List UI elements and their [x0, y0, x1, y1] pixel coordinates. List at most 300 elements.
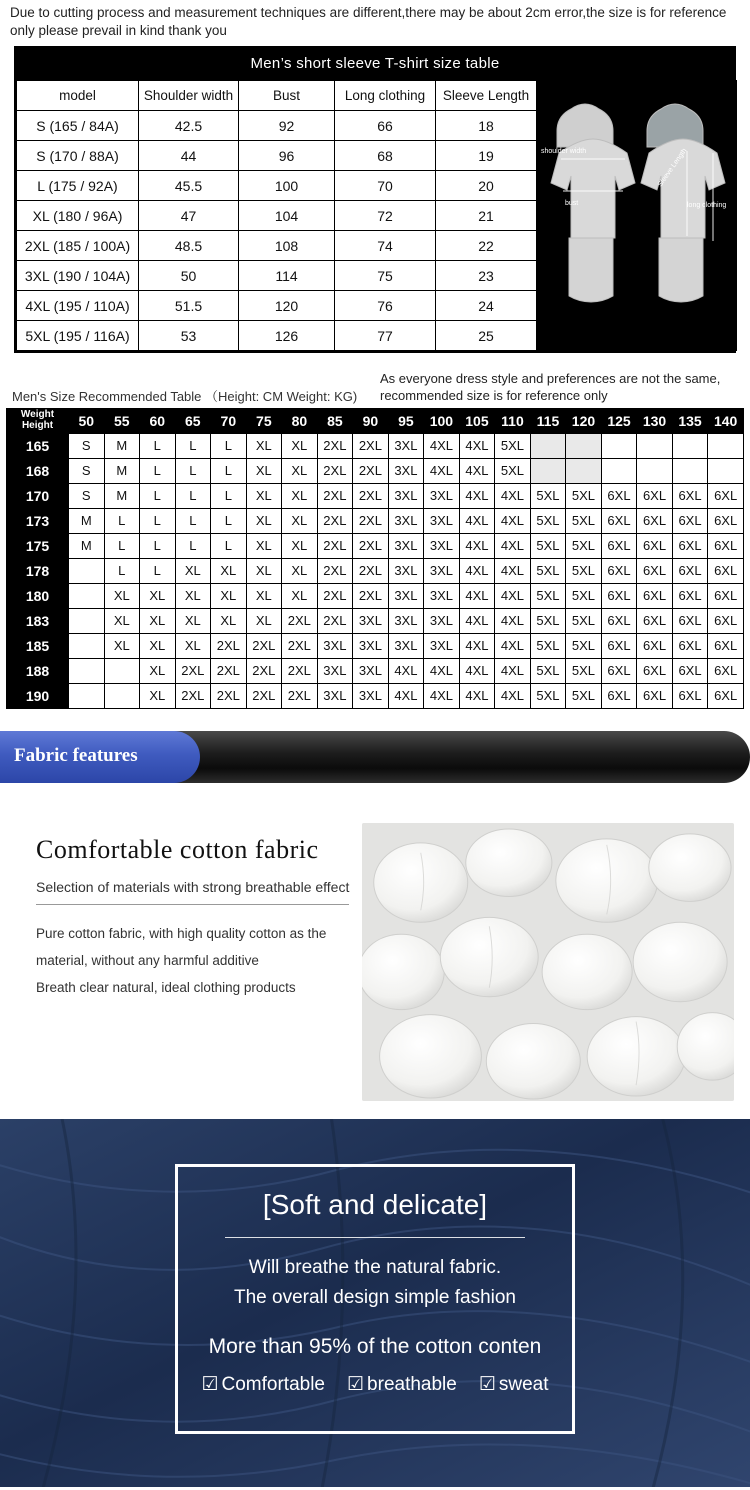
recommended-size-cell: 4XL	[459, 583, 495, 608]
recommended-size-cell: 2XL	[175, 658, 211, 683]
size-table-cell: 45.5	[139, 171, 239, 201]
recommended-size-cell	[69, 583, 105, 608]
recommended-height-header: 190	[7, 683, 69, 708]
recommended-size-cell: 2XL	[282, 683, 318, 708]
denim-check-item	[347, 1373, 457, 1396]
recommended-size-cell: 6XL	[672, 483, 708, 508]
recommended-size-cell: 5XL	[566, 483, 602, 508]
recommended-size-cell: L	[104, 533, 140, 558]
recommended-table-row	[7, 483, 744, 508]
recommended-size-cell: 6XL	[637, 483, 673, 508]
cotton-paragraph-line: Breath clear natural, ideal clothing products	[36, 979, 296, 995]
recommended-size-cell: 5XL	[566, 558, 602, 583]
recommended-weight-header: 130	[637, 408, 673, 433]
size-table-cell: 18	[436, 111, 537, 141]
recommended-weight-header: 120	[566, 408, 602, 433]
recommended-size-cell: 6XL	[708, 658, 744, 683]
recommended-size-cell: 6XL	[708, 633, 744, 658]
recommended-size-cell: 3XL	[317, 658, 353, 683]
size-table-cell: L (175 / 92A)	[17, 171, 139, 201]
recommended-size-cell: XL	[175, 558, 211, 583]
recommended-size-cell: XL	[246, 483, 282, 508]
recommended-size-cell: 2XL	[282, 608, 318, 633]
recommended-size-cell: 5XL	[566, 683, 602, 708]
size-table-cell: 25	[436, 321, 537, 351]
recommended-size-cell: XL	[282, 458, 318, 483]
size-table-cell: 126	[239, 321, 335, 351]
recommended-height-header: 173	[7, 508, 69, 533]
recommended-size-cell: XL	[140, 608, 176, 633]
size-table-cell: 114	[239, 261, 335, 291]
cotton-paragraphs	[36, 920, 358, 1001]
recommended-height-header: 170	[7, 483, 69, 508]
size-table-cell: 66	[335, 111, 436, 141]
recommended-size-cell: 3XL	[424, 583, 460, 608]
size-table-cell: 3XL (190 / 104A)	[17, 261, 139, 291]
size-table-cell: 4XL (195 / 110A)	[17, 291, 139, 321]
recommended-size-cell: 6XL	[672, 658, 708, 683]
recommended-size-cell: 4XL	[459, 558, 495, 583]
size-table-cell: 96	[239, 141, 335, 171]
cotton-heading: Comfortable cotton fabric	[36, 834, 319, 864]
recommended-size-cell: XL	[104, 583, 140, 608]
recommended-table-row	[7, 533, 744, 558]
recommended-size-cell: 4XL	[459, 608, 495, 633]
recommended-size-cell	[601, 458, 637, 483]
recommended-size-cell: 3XL	[317, 633, 353, 658]
recommended-size-cell: 4XL	[495, 583, 531, 608]
recommended-weight-header: 90	[353, 408, 389, 433]
recommended-size-cell: 6XL	[672, 558, 708, 583]
cotton-text-column	[0, 823, 358, 1101]
cotton-paragraph-line: Pure cotton fabric, with high quality cotton as the	[36, 925, 327, 941]
recommended-size-cell: XL	[246, 433, 282, 458]
recommended-size-cell: 4XL	[495, 533, 531, 558]
denim-text-box	[175, 1164, 575, 1434]
recommended-size-cell: 3XL	[424, 558, 460, 583]
recommended-size-cell: 4XL	[459, 458, 495, 483]
recommended-weight-header: 85	[317, 408, 353, 433]
denim-check-label: sweat	[498, 1373, 549, 1395]
recommended-weight-header: 105	[459, 408, 495, 433]
recommended-size-cell: 4XL	[495, 558, 531, 583]
recommended-size-cell: 2XL	[211, 658, 247, 683]
recommended-size-cell: XL	[246, 533, 282, 558]
recommended-weight-header: 100	[424, 408, 460, 433]
checkbox-icon: ☑	[347, 1373, 365, 1395]
size-table-row	[17, 261, 537, 291]
size-table-row	[17, 231, 537, 261]
recommended-size-cell: M	[104, 483, 140, 508]
recommended-height-header: 168	[7, 458, 69, 483]
recommended-size-cell: XL	[211, 558, 247, 583]
recommended-size-cell: S	[69, 458, 105, 483]
recommended-size-cell: 6XL	[601, 583, 637, 608]
recommended-table-row	[7, 633, 744, 658]
recommended-size-cell: XL	[140, 658, 176, 683]
recommended-height-header: 175	[7, 533, 69, 558]
recommended-size-cell: 2XL	[246, 658, 282, 683]
size-table-row	[17, 201, 537, 231]
recommended-size-cell: 3XL	[353, 608, 389, 633]
size-table-header-cell: Shoulder width	[139, 81, 239, 111]
recommended-size-cell: 5XL	[566, 583, 602, 608]
recommended-size-cell: 4XL	[495, 483, 531, 508]
recommended-weight-header: 65	[175, 408, 211, 433]
recommended-size-cell	[69, 608, 105, 633]
size-table-cell: 50	[139, 261, 239, 291]
recommended-size-cell: 2XL	[317, 508, 353, 533]
recommended-size-cell: L	[211, 508, 247, 533]
recommended-size-cell: XL	[175, 608, 211, 633]
recommended-size-cell: 5XL	[530, 533, 566, 558]
recommended-size-cell: L	[140, 433, 176, 458]
recommended-size-cell: 3XL	[424, 608, 460, 633]
recommended-weight-header: 60	[140, 408, 176, 433]
recommended-size-cell: XL	[104, 608, 140, 633]
recommended-size-cell: 3XL	[353, 658, 389, 683]
recommended-size-cell	[637, 433, 673, 458]
recommended-size-cell	[530, 458, 566, 483]
recommended-size-cell: 6XL	[637, 508, 673, 533]
recommended-size-cell: 6XL	[672, 608, 708, 633]
recommended-size-cell: XL	[211, 608, 247, 633]
size-table-cell: 108	[239, 231, 335, 261]
recommended-size-cell: 2XL	[211, 633, 247, 658]
recommended-weight-header: 70	[211, 408, 247, 433]
recommended-size-cell: 6XL	[601, 558, 637, 583]
measurement-disclaimer: Due to cutting process and measurement techniques are different,there may be about 2cm error,the size is for reference only please prevail in kind thank you	[10, 5, 727, 39]
recommended-size-cell: 5XL	[566, 633, 602, 658]
recommended-size-cell: 3XL	[424, 483, 460, 508]
recommended-size-cell: 6XL	[708, 483, 744, 508]
recommended-size-cell: XL	[175, 633, 211, 658]
recommended-size-cell: 2XL	[317, 483, 353, 508]
recommended-size-cell: 6XL	[601, 633, 637, 658]
denim-check-label: breathable	[367, 1373, 457, 1395]
size-table-cell: S (165 / 84A)	[17, 111, 139, 141]
recommended-size-cell: XL	[246, 583, 282, 608]
recommended-size-cell	[708, 433, 744, 458]
recommended-size-cell: 2XL	[353, 433, 389, 458]
recommended-size-cell: S	[69, 483, 105, 508]
recommended-height-header: 178	[7, 558, 69, 583]
recommended-size-cell: M	[69, 533, 105, 558]
recommended-table-row	[7, 558, 744, 583]
recommended-weight-header: 135	[672, 408, 708, 433]
recommended-weight-header: 110	[495, 408, 531, 433]
size-table	[16, 80, 537, 351]
recommended-size-cell: XL	[246, 558, 282, 583]
recommended-size-cell: M	[69, 508, 105, 533]
tshirt-diagram-icon	[537, 91, 737, 341]
size-table-cell: 2XL (185 / 100A)	[17, 231, 139, 261]
recommended-size-cell: 2XL	[353, 558, 389, 583]
recommended-size-cell: 4XL	[388, 658, 424, 683]
denim-line3: More than 95% of the cotton conten	[208, 1334, 542, 1358]
svg-text:shoulder width: shoulder width	[541, 147, 587, 155]
size-table-cell: 21	[436, 201, 537, 231]
recommended-size-cell: XL	[282, 433, 318, 458]
size-table-cell: 120	[239, 291, 335, 321]
recommended-size-cell: 6XL	[601, 533, 637, 558]
recommended-table-row	[7, 508, 744, 533]
recommended-size-cell: 5XL	[530, 508, 566, 533]
recommended-size-cell: 4XL	[424, 458, 460, 483]
recommended-size-cell: 2XL	[353, 508, 389, 533]
recommended-size-cell	[69, 658, 105, 683]
recommended-size-cell: 5XL	[530, 633, 566, 658]
recommended-size-cell: 5XL	[530, 558, 566, 583]
recommended-size-cell: 4XL	[495, 683, 531, 708]
recommended-size-cell: XL	[282, 483, 318, 508]
cotton-bolls-photo	[362, 823, 734, 1101]
recommended-size-cell: 5XL	[566, 658, 602, 683]
recommended-size-cell: 3XL	[388, 533, 424, 558]
recommended-table-row	[7, 608, 744, 633]
recommended-size-cell: 6XL	[672, 533, 708, 558]
recommended-size-cell: M	[104, 433, 140, 458]
recommended-size-cell: XL	[140, 633, 176, 658]
recommended-size-cell: XL	[282, 508, 318, 533]
denim-line1: Will breathe the natural fabric.	[248, 1256, 502, 1278]
recommended-size-cell: 3XL	[388, 608, 424, 633]
recommended-size-cell: 2XL	[246, 683, 282, 708]
recommended-size-cell: XL	[140, 583, 176, 608]
recommended-size-cell: 3XL	[424, 633, 460, 658]
size-table-row	[17, 171, 537, 201]
recommended-size-cell: L	[211, 533, 247, 558]
recommended-size-cell	[672, 458, 708, 483]
recommended-table-row	[7, 683, 744, 708]
recommended-size-cell: 6XL	[708, 608, 744, 633]
recommended-size-cell: XL	[246, 608, 282, 633]
recommended-size-cell: 3XL	[424, 533, 460, 558]
size-table-cell: 20	[436, 171, 537, 201]
recommended-table-row	[7, 583, 744, 608]
recommended-size-cell: 4XL	[424, 433, 460, 458]
recommended-size-cell: 6XL	[672, 508, 708, 533]
denim-title: [Soft and delicate]	[262, 1188, 488, 1220]
recommended-size-cell: 6XL	[637, 533, 673, 558]
recommended-weight-header: 125	[601, 408, 637, 433]
recommended-size-cell: 4XL	[495, 633, 531, 658]
recommended-size-cell: 2XL	[317, 583, 353, 608]
cotton-fabric-section	[0, 823, 750, 1101]
size-table-cell: S (170 / 88A)	[17, 141, 139, 171]
recommended-size-cell	[637, 458, 673, 483]
recommended-table-corner: Weight Height	[7, 408, 69, 433]
recommended-size-cell	[69, 633, 105, 658]
recommended-size-cell: 4XL	[495, 608, 531, 633]
size-table-cell: 77	[335, 321, 436, 351]
checkbox-icon: ☑	[478, 1373, 496, 1395]
recommended-size-cell	[104, 658, 140, 683]
size-table-cell: 44	[139, 141, 239, 171]
recommended-size-cell: 2XL	[353, 483, 389, 508]
size-table-title: Men’s short sleeve T-shirt size table	[250, 55, 500, 73]
recommended-size-cell	[530, 433, 566, 458]
size-table-cell: 92	[239, 111, 335, 141]
recommended-size-cell: XL	[104, 633, 140, 658]
recommended-size-cell: 2XL	[282, 658, 318, 683]
recommended-size-cell	[708, 458, 744, 483]
recommended-size-cell: 6XL	[637, 633, 673, 658]
size-table-cell: 24	[436, 291, 537, 321]
recommended-size-cell: 5XL	[566, 508, 602, 533]
size-table-cell: 47	[139, 201, 239, 231]
recommended-size-cell: L	[211, 433, 247, 458]
recommended-size-cell: XL	[282, 558, 318, 583]
denim-check-list	[178, 1373, 572, 1396]
recommended-size-cell: 5XL	[495, 433, 531, 458]
recommended-size-table	[6, 408, 744, 709]
recommended-size-cell: L	[211, 458, 247, 483]
recommended-size-cell: 6XL	[708, 683, 744, 708]
denim-check-item	[201, 1373, 325, 1396]
size-table-cell: 72	[335, 201, 436, 231]
recommended-size-cell: 6XL	[672, 633, 708, 658]
recommended-size-cell	[601, 433, 637, 458]
size-table-row	[17, 111, 537, 141]
recommended-size-cell	[566, 458, 602, 483]
recommended-size-cell: L	[211, 483, 247, 508]
recommended-size-cell: XL	[282, 583, 318, 608]
recommended-size-cell: XL	[175, 583, 211, 608]
recommended-size-cell: L	[175, 433, 211, 458]
recommended-size-cell: 3XL	[388, 508, 424, 533]
svg-text:bust: bust	[565, 199, 579, 207]
measurement-illustration	[537, 80, 737, 351]
recommended-size-cell: 4XL	[495, 658, 531, 683]
recommended-size-cell: 4XL	[459, 483, 495, 508]
recommended-size-cell: 6XL	[672, 683, 708, 708]
size-table-row	[17, 141, 537, 171]
denim-divider	[225, 1237, 525, 1238]
recommended-size-cell: 4XL	[388, 683, 424, 708]
recommended-size-cell: XL	[282, 533, 318, 558]
recommended-weight-header: 80	[282, 408, 318, 433]
recommended-size-cell: M	[104, 458, 140, 483]
size-table-cell: 75	[335, 261, 436, 291]
recommended-size-cell: 6XL	[672, 583, 708, 608]
recommended-size-cell: 3XL	[388, 483, 424, 508]
recommended-table-row	[7, 458, 744, 483]
fabric-features-banner	[0, 727, 750, 787]
recommended-size-cell: 5XL	[495, 458, 531, 483]
recommended-size-cell: L	[175, 483, 211, 508]
recommended-weight-header: 115	[530, 408, 566, 433]
size-table-block	[14, 46, 736, 353]
recommended-size-cell: 6XL	[708, 508, 744, 533]
recommended-size-cell: 4XL	[459, 433, 495, 458]
recommended-size-cell: 4XL	[495, 508, 531, 533]
recommended-weight-header: 75	[246, 408, 282, 433]
size-table-header-cell: Bust	[239, 81, 335, 111]
recommended-size-cell: 5XL	[530, 683, 566, 708]
recommended-size-cell	[69, 558, 105, 583]
size-table-cell: XL (180 / 96A)	[17, 201, 139, 231]
recommended-size-cell: 3XL	[317, 683, 353, 708]
recommended-size-cell: 3XL	[388, 458, 424, 483]
denim-fabric-section	[0, 1119, 750, 1487]
recommended-size-cell: 2XL	[211, 683, 247, 708]
recommended-size-cell: L	[104, 508, 140, 533]
recommended-size-cell	[672, 433, 708, 458]
size-table-cell: 23	[436, 261, 537, 291]
recommended-size-cell: 4XL	[424, 683, 460, 708]
checkbox-icon: ☑	[201, 1373, 219, 1395]
recommended-size-cell: 2XL	[282, 633, 318, 658]
recommended-size-cell: 4XL	[459, 533, 495, 558]
recommended-size-cell: 2XL	[317, 433, 353, 458]
size-table-cell: 104	[239, 201, 335, 231]
recommended-size-cell: L	[104, 558, 140, 583]
recommended-size-cell: 6XL	[637, 608, 673, 633]
recommended-size-cell: 6XL	[637, 658, 673, 683]
recommended-size-cell: 4XL	[459, 633, 495, 658]
recommended-height-header: 183	[7, 608, 69, 633]
recommended-size-cell: XL	[246, 508, 282, 533]
svg-text:long clothing: long clothing	[687, 201, 727, 209]
recommended-size-cell: L	[175, 533, 211, 558]
recommended-size-cell: 4XL	[459, 658, 495, 683]
size-table-cell: 22	[436, 231, 537, 261]
recommended-size-cell: 6XL	[637, 558, 673, 583]
recommended-size-cell	[104, 683, 140, 708]
denim-line2: The overall design simple fashion	[234, 1287, 516, 1309]
recommended-size-cell: XL	[246, 458, 282, 483]
recommended-height-header: 165	[7, 433, 69, 458]
recommended-size-cell: 6XL	[601, 658, 637, 683]
size-table-cell: 53	[139, 321, 239, 351]
banner-label: Fabric features	[14, 744, 138, 766]
recommended-size-cell: 3XL	[353, 683, 389, 708]
cotton-paragraph-line: material, without any harmful additive	[36, 952, 259, 968]
recommended-table-row	[7, 433, 744, 458]
size-table-cell: 48.5	[139, 231, 239, 261]
recommended-size-cell: 3XL	[388, 633, 424, 658]
size-table-row	[17, 291, 537, 321]
size-table-cell: 19	[436, 141, 537, 171]
recommended-size-cell: 6XL	[708, 533, 744, 558]
size-table-cell: 68	[335, 141, 436, 171]
recommended-size-section	[0, 371, 750, 709]
recommended-size-cell: 2XL	[317, 533, 353, 558]
recommended-size-cell: 3XL	[388, 558, 424, 583]
size-table-cell: 76	[335, 291, 436, 321]
recommended-size-cell: 6XL	[637, 683, 673, 708]
recommended-size-cell: 4XL	[459, 508, 495, 533]
recommended-size-cell: 6XL	[601, 483, 637, 508]
recommended-size-cell: 5XL	[530, 658, 566, 683]
recommended-size-cell: 2XL	[353, 533, 389, 558]
recommended-size-cell: 4XL	[424, 658, 460, 683]
recommended-height-header: 185	[7, 633, 69, 658]
recommended-size-cell: 5XL	[566, 608, 602, 633]
recommended-height-header: 188	[7, 658, 69, 683]
recommended-size-cell: 6XL	[601, 608, 637, 633]
size-table-cell: 74	[335, 231, 436, 261]
recommended-weight-header: 55	[104, 408, 140, 433]
recommended-size-cell: L	[175, 458, 211, 483]
recommended-size-cell: L	[140, 508, 176, 533]
recommended-size-cell: 6XL	[708, 583, 744, 608]
size-table-header-row	[17, 81, 537, 111]
recommended-size-cell: 2XL	[353, 583, 389, 608]
recommended-size-cell: 6XL	[601, 508, 637, 533]
recommended-table-row	[7, 658, 744, 683]
